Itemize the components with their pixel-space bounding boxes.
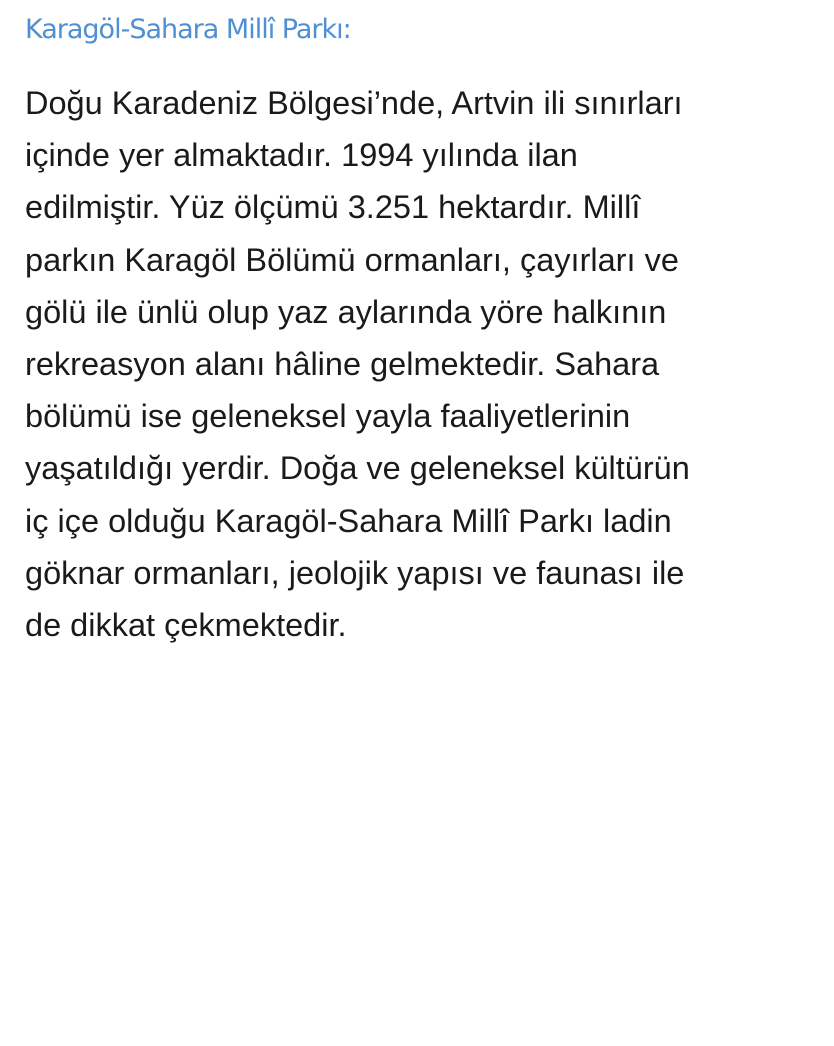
paragraph-line: bölümü ise geleneksel yayla faaliyetlerinin [25,398,631,435]
paragraph-line: içinde yer almaktadır. 1994 yılında ilan [25,137,578,174]
paragraph-line: iç içe olduğu Karagöl-Sahara Millî Parkı ladin [25,502,672,539]
body-paragraph [25,77,815,651]
paragraph-line: parkın Karagöl Bölümü ormanları, çayırları ve [25,241,679,278]
paragraph-line: göknar ormanları, jeolojik yapısı ve faunası ile [25,554,685,591]
paragraph-line: edilmiştir. Yüz ölçümü 3.251 hektardır. Millî [25,189,641,226]
section-heading: Karagöl-Sahara Millî Parkı: [25,14,351,45]
paragraph-line: yaşatıldığı yerdir. Doğa ve geleneksel kültürün [25,450,690,487]
paragraph-line: Doğu Karadeniz Bölgesi’nde, Artvin ili sınırları [25,85,683,121]
paragraph-line: rekreasyon alanı hâline gelmektedir. Sahara [25,346,660,383]
paragraph-line: gölü ile ünlü olup yaz aylarında yöre halkının [25,293,667,330]
paragraph-line: de dikkat çekmektedir. [25,607,347,644]
